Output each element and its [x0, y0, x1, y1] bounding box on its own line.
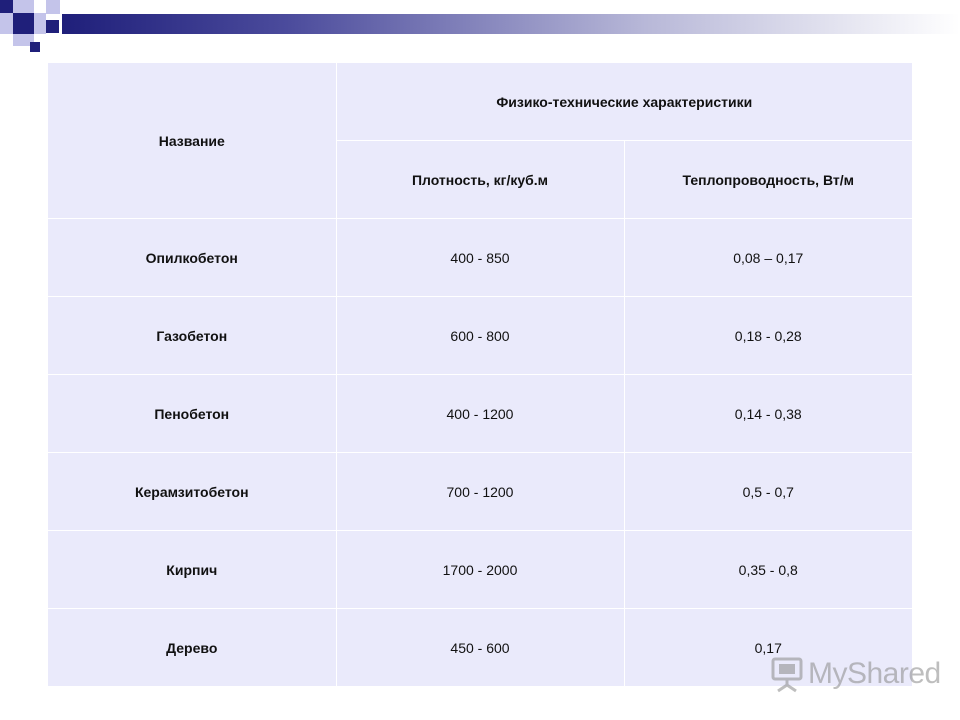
watermark-text: MyShared [808, 657, 941, 690]
table-row [48, 375, 912, 453]
material-density: 400 - 850 [336, 219, 624, 297]
material-conductivity: 0,08 – 0,17 [624, 219, 912, 297]
material-conductivity: 0,14 - 0,38 [624, 375, 912, 453]
decor-square [0, 13, 13, 34]
material-name: Газобетон [48, 297, 336, 375]
decor-square [30, 42, 40, 52]
material-conductivity: 0,5 - 0,7 [624, 453, 912, 531]
materials-table [48, 63, 912, 686]
decor-square [13, 0, 34, 13]
header-name: Название [48, 63, 336, 219]
header-group: Физико-технические характеристики [336, 63, 912, 141]
table-row [48, 219, 912, 297]
decor-square [46, 20, 59, 33]
material-name: Пенобетон [48, 375, 336, 453]
material-name: Дерево [48, 609, 336, 687]
material-name: Опилкобетон [48, 219, 336, 297]
material-name: Кирпич [48, 531, 336, 609]
header-density: Плотность, кг/куб.м [336, 141, 624, 219]
decor-square [0, 0, 13, 13]
material-conductivity: 0,17 [624, 609, 912, 687]
watermark-logo [770, 655, 941, 695]
material-name: Керамзитобетон [48, 453, 336, 531]
header-conductivity: Теплопроводность, Вт/м [624, 141, 912, 219]
table-row [48, 531, 912, 609]
material-density: 450 - 600 [336, 609, 624, 687]
decor-square [46, 0, 60, 14]
table-header-row [48, 63, 912, 141]
header-gradient-bar [62, 14, 960, 34]
presentation-board-icon [770, 655, 804, 693]
table-row [48, 453, 912, 531]
material-conductivity: 0,35 - 0,8 [624, 531, 912, 609]
decor-square [13, 13, 34, 34]
material-density: 1700 - 2000 [336, 531, 624, 609]
material-density: 400 - 1200 [336, 375, 624, 453]
decor-square [34, 0, 46, 13]
material-density: 700 - 1200 [336, 453, 624, 531]
material-conductivity: 0,18 - 0,28 [624, 297, 912, 375]
material-density: 600 - 800 [336, 297, 624, 375]
decor-square [34, 13, 46, 34]
table-row [48, 297, 912, 375]
